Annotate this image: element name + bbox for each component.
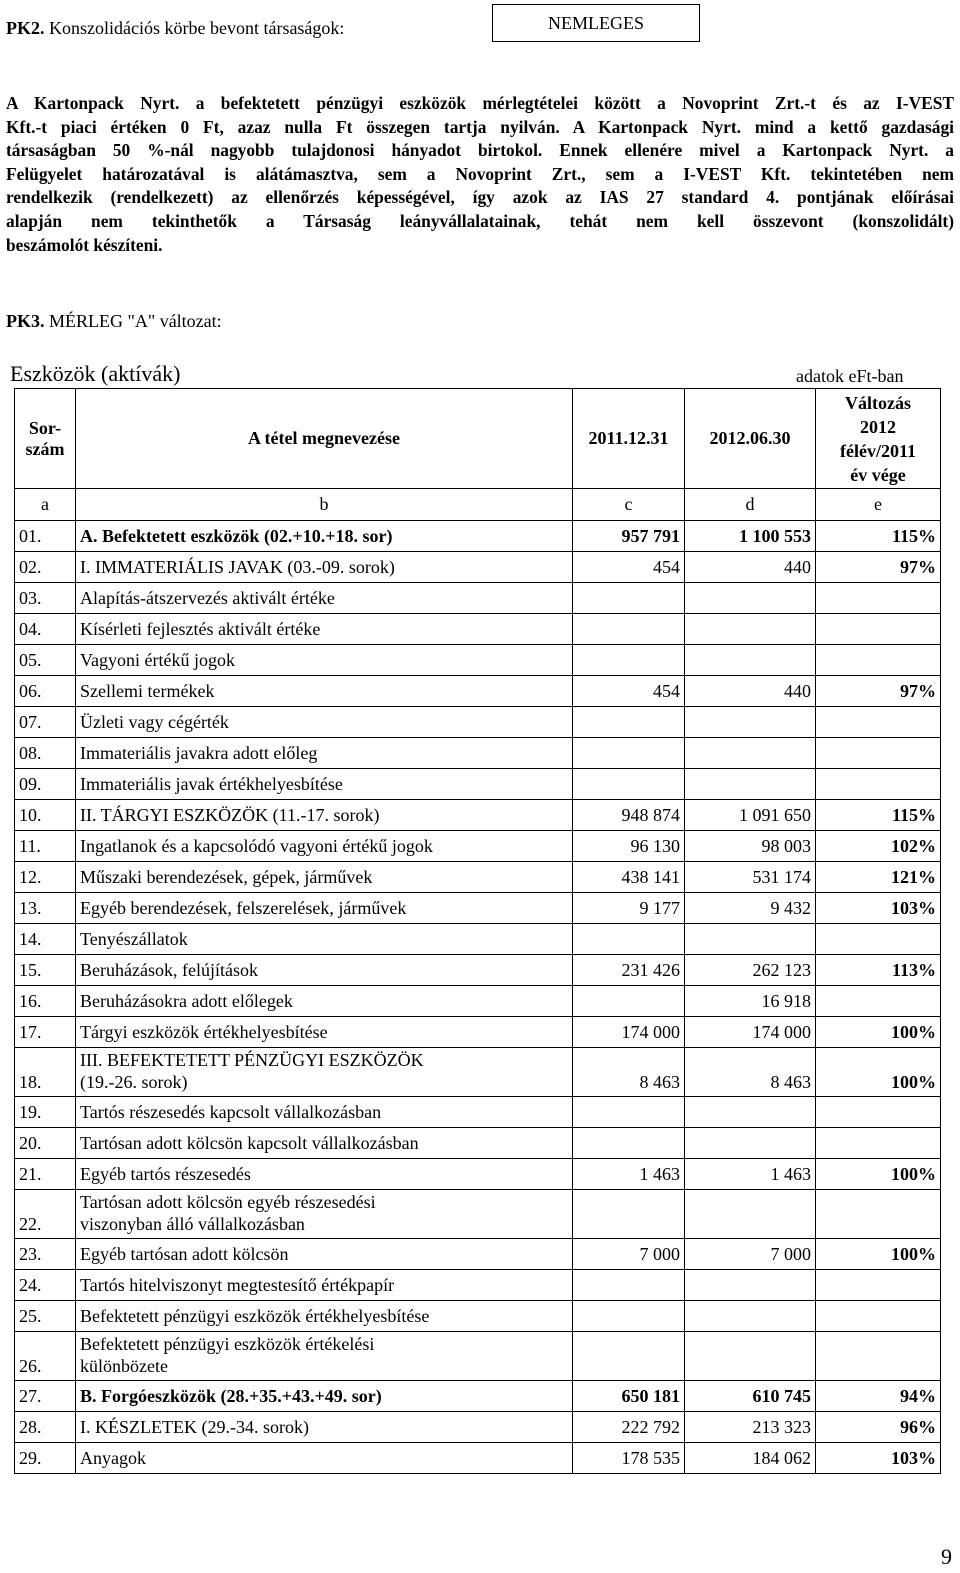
row-change-pct: 94%: [816, 1381, 941, 1412]
table-row: [15, 1128, 941, 1159]
header-pct-text: Változás 2012 félév/2011 év vége: [840, 392, 916, 485]
row-value-2012: [685, 645, 816, 676]
row-name: Egyéb tartósan adott kölcsön: [76, 1239, 573, 1270]
row-change-pct: 100%: [816, 1048, 941, 1097]
paragraph-line: alapján nem tekinthetők a Társaság leányvállalatainak, tehát nem kell összevont (konszolidált): [6, 210, 954, 231]
table-row: [15, 1443, 941, 1474]
row-change-pct: [816, 645, 941, 676]
table-row: [15, 1412, 941, 1443]
paragraph-line: Felügyelet határozatával is alátámasztva, sem a Novoprint Zrt., sem a I-VEST Kft. tekintetében nem: [6, 163, 954, 184]
row-value-2012: [685, 924, 816, 955]
header-v1: [573, 389, 685, 489]
balance-table: [14, 388, 941, 1474]
row-value-2011: [573, 1190, 685, 1239]
row-number: 13.: [15, 893, 76, 924]
row-value-2011: 231 426: [573, 955, 685, 986]
paragraph-line: társaságban 50 %-nál nagyobb tulajdonosi hányadot birtokol. Ennek ellenére mivel a Kartonpack Nyrt. a: [6, 140, 954, 161]
row-value-2012: [685, 1332, 816, 1381]
row-number: 05.: [15, 645, 76, 676]
row-change-pct: [816, 986, 941, 1017]
row-change-pct: 103%: [816, 1443, 941, 1474]
row-number: 02.: [15, 552, 76, 583]
row-value-2011: [573, 738, 685, 769]
row-value-2011: 96 130: [573, 831, 685, 862]
row-number: 10.: [15, 800, 76, 831]
table-row: [15, 769, 941, 800]
row-value-2012: 440: [685, 552, 816, 583]
row-value-2012: 98 003: [685, 831, 816, 862]
pk3-heading: [6, 311, 222, 332]
row-value-2012: 184 062: [685, 1443, 816, 1474]
row-value-2012: [685, 1097, 816, 1128]
header-sorszam: [15, 389, 76, 489]
row-name: I. IMMATERIÁLIS JAVAK (03.-09. sorok): [76, 552, 573, 583]
row-change-pct: [816, 707, 941, 738]
row-number: 16.: [15, 986, 76, 1017]
row-change-pct: 121%: [816, 862, 941, 893]
row-value-2011: 650 181: [573, 1381, 685, 1412]
row-value-2012: [685, 1128, 816, 1159]
nemleges-value: NEMLEGES: [548, 12, 644, 33]
row-value-2011: [573, 769, 685, 800]
pk2-title: Konszolidációs körbe bevont társaságok:: [44, 18, 345, 38]
row-change-pct: [816, 1128, 941, 1159]
row-name: Egyéb berendezések, felszerelések, járművek: [76, 893, 573, 924]
row-name: Befektetett pénzügyi eszközök értékelési különbözete: [76, 1332, 573, 1381]
row-name: Kísérleti fejlesztés aktivált értéke: [76, 614, 573, 645]
header-pct: [816, 389, 941, 489]
row-value-2012: 7 000: [685, 1239, 816, 1270]
row-name: Tartós részesedés kapcsolt vállalkozásban: [76, 1097, 573, 1128]
row-number: 07.: [15, 707, 76, 738]
row-number: 25.: [15, 1301, 76, 1332]
row-name: Üzleti vagy cégérték: [76, 707, 573, 738]
row-name: Egyéb tartós részesedés: [76, 1159, 573, 1190]
row-name: Tárgyi eszközök értékhelyesbítése: [76, 1017, 573, 1048]
letter-e: e: [816, 489, 941, 521]
row-name: I. KÉSZLETEK (29.-34. sorok): [76, 1412, 573, 1443]
letter-a: a: [15, 489, 76, 521]
row-value-2011: 957 791: [573, 521, 685, 552]
row-number: 22.: [15, 1190, 76, 1239]
row-name: Tartósan adott kölcsön egyéb részesedési viszonyban álló vállalkozásban: [76, 1190, 573, 1239]
row-number: 04.: [15, 614, 76, 645]
row-name: Tartós hitelviszonyt megtestesítő értékpapír: [76, 1270, 573, 1301]
row-change-pct: [816, 1270, 941, 1301]
paragraph-line: rendelkezik (rendelkezett) az ellenőrzés képességével, így azok az IAS 27 standard 4. pontjának előírásai: [6, 187, 954, 208]
row-value-2012: [685, 1190, 816, 1239]
row-change-pct: [816, 614, 941, 645]
row-value-2012: 531 174: [685, 862, 816, 893]
row-name: Ingatlanok és a kapcsolódó vagyoni értékű jogok: [76, 831, 573, 862]
row-number: 08.: [15, 738, 76, 769]
paragraph-line: A Kartonpack Nyrt. a befektetett pénzügyi eszközök mérlegtételei között a Novoprint Zrt.-t és az I-VEST: [6, 93, 954, 113]
row-number: 23.: [15, 1239, 76, 1270]
table-row: [15, 1159, 941, 1190]
row-name: Vagyoni értékű jogok: [76, 645, 573, 676]
row-number: 17.: [15, 1017, 76, 1048]
letter-c: c: [573, 489, 685, 521]
row-number: 15.: [15, 955, 76, 986]
row-value-2011: [573, 707, 685, 738]
unit-note: adatok eFt-ban: [796, 366, 904, 386]
row-value-2011: 9 177: [573, 893, 685, 924]
pk2-heading: [6, 18, 344, 39]
table-row: [15, 645, 941, 676]
table-row: [15, 800, 941, 831]
letter-d: d: [685, 489, 816, 521]
row-change-pct: 100%: [816, 1159, 941, 1190]
row-change-pct: [816, 738, 941, 769]
row-value-2012: [685, 707, 816, 738]
row-number: 14.: [15, 924, 76, 955]
row-number: 20.: [15, 1128, 76, 1159]
table-row: [15, 831, 941, 862]
row-value-2011: 438 141: [573, 862, 685, 893]
row-value-2012: 9 432: [685, 893, 816, 924]
row-value-2012: [685, 738, 816, 769]
row-change-pct: [816, 1332, 941, 1381]
table-row: [15, 552, 941, 583]
row-change-pct: [816, 1301, 941, 1332]
row-name: Műszaki berendezések, gépek, járművek: [76, 862, 573, 893]
row-change-pct: 102%: [816, 831, 941, 862]
row-value-2011: [573, 1128, 685, 1159]
row-name: Immateriális javak értékhelyesbítése: [76, 769, 573, 800]
row-number: 24.: [15, 1270, 76, 1301]
table-row: [15, 955, 941, 986]
row-change-pct: [816, 924, 941, 955]
row-number: 26.: [15, 1332, 76, 1381]
row-number: 06.: [15, 676, 76, 707]
row-name: B. Forgóeszközök (28.+35.+43.+49. sor): [76, 1381, 573, 1412]
pk3-code: PK3.: [6, 311, 45, 331]
row-change-pct: 113%: [816, 955, 941, 986]
row-name: A. Befektetett eszközök (02.+10.+18. sor): [76, 521, 573, 552]
row-number: 11.: [15, 831, 76, 862]
row-name: Anyagok: [76, 1443, 573, 1474]
row-number: 21.: [15, 1159, 76, 1190]
row-name: Alapítás-átszervezés aktivált értéke: [76, 583, 573, 614]
row-value-2011: 7 000: [573, 1239, 685, 1270]
row-name: Befektetett pénzügyi eszközök értékhelyesbítése: [76, 1301, 573, 1332]
table-row: [15, 1332, 941, 1381]
row-value-2012: [685, 614, 816, 645]
row-number: 29.: [15, 1443, 76, 1474]
table-row: [15, 1270, 941, 1301]
paragraph-line: beszámolót készíteni.: [6, 234, 163, 255]
row-value-2011: [573, 1332, 685, 1381]
row-name: Immateriális javakra adott előleg: [76, 738, 573, 769]
table-row: [15, 583, 941, 614]
row-value-2011: [573, 986, 685, 1017]
row-value-2011: [573, 583, 685, 614]
row-change-pct: 100%: [816, 1239, 941, 1270]
row-number: 18.: [15, 1048, 76, 1097]
row-name: Tenyészállatok: [76, 924, 573, 955]
table-row: [15, 1381, 941, 1412]
row-number: 01.: [15, 521, 76, 552]
table-row: [15, 924, 941, 955]
row-number: 27.: [15, 1381, 76, 1412]
row-name: III. BEFEKTETETT PÉNZÜGYI ESZKÖZÖK (19.-26. sorok): [76, 1048, 573, 1097]
row-value-2012: 174 000: [685, 1017, 816, 1048]
table-header-row: [15, 389, 941, 489]
letter-b: b: [76, 489, 573, 521]
row-change-pct: [816, 769, 941, 800]
row-value-2012: 262 123: [685, 955, 816, 986]
row-value-2011: 8 463: [573, 1048, 685, 1097]
table-row: [15, 707, 941, 738]
row-value-2011: [573, 1097, 685, 1128]
row-value-2012: 610 745: [685, 1381, 816, 1412]
header-v1-text: 2011.12.31: [588, 428, 669, 448]
header-name: [76, 389, 573, 489]
row-change-pct: 103%: [816, 893, 941, 924]
header-v2-text: 2012.06.30: [709, 428, 791, 448]
row-change-pct: 100%: [816, 1017, 941, 1048]
row-value-2012: 1 100 553: [685, 521, 816, 552]
row-value-2012: [685, 1270, 816, 1301]
row-change-pct: 115%: [816, 800, 941, 831]
row-value-2012: [685, 583, 816, 614]
row-number: 28.: [15, 1412, 76, 1443]
pk2-code: PK2.: [6, 18, 45, 38]
table-row: [15, 862, 941, 893]
column-letters-row: [15, 489, 941, 521]
row-value-2011: [573, 645, 685, 676]
row-value-2011: 222 792: [573, 1412, 685, 1443]
explanation-paragraph: [6, 92, 954, 257]
header-name-text: A tétel megnevezése: [248, 428, 400, 448]
row-value-2011: 178 535: [573, 1443, 685, 1474]
table-row: [15, 1301, 941, 1332]
row-change-pct: 97%: [816, 676, 941, 707]
row-name: Beruházásokra adott előlegek: [76, 986, 573, 1017]
header-sorszam-text: Sor- szám: [25, 417, 65, 459]
row-value-2011: 454: [573, 552, 685, 583]
table-row: [15, 986, 941, 1017]
table-row: [15, 1017, 941, 1048]
row-change-pct: 97%: [816, 552, 941, 583]
table-row: [15, 1097, 941, 1128]
row-name: Beruházások, felújítások: [76, 955, 573, 986]
row-change-pct: [816, 1097, 941, 1128]
row-value-2012: [685, 769, 816, 800]
row-value-2012: 8 463: [685, 1048, 816, 1097]
row-value-2012: 440: [685, 676, 816, 707]
row-change-pct: 96%: [816, 1412, 941, 1443]
row-value-2011: 1 463: [573, 1159, 685, 1190]
row-change-pct: [816, 1190, 941, 1239]
row-name: Szellemi termékek: [76, 676, 573, 707]
table-row: [15, 614, 941, 645]
row-value-2011: 454: [573, 676, 685, 707]
row-number: 12.: [15, 862, 76, 893]
nemleges-box: [492, 4, 700, 42]
pk3-title: MÉRLEG "A" változat:: [44, 311, 222, 331]
row-value-2011: [573, 924, 685, 955]
row-value-2012: 1 463: [685, 1159, 816, 1190]
row-change-pct: [816, 583, 941, 614]
table-row: [15, 1048, 941, 1097]
row-change-pct: 115%: [816, 521, 941, 552]
row-value-2012: 1 091 650: [685, 800, 816, 831]
row-number: 03.: [15, 583, 76, 614]
row-value-2012: 213 323: [685, 1412, 816, 1443]
table-row: [15, 676, 941, 707]
table-row: [15, 893, 941, 924]
row-value-2011: 174 000: [573, 1017, 685, 1048]
table-row: [15, 1239, 941, 1270]
row-value-2011: 948 874: [573, 800, 685, 831]
row-number: 19.: [15, 1097, 76, 1128]
paragraph-line: Kft.-t piaci értéken 0 Ft, azaz nulla Ft összegen tartja nyilván. A Kartonpack Nyrt. mind a kettő gazdasági: [6, 116, 954, 137]
row-number: 09.: [15, 769, 76, 800]
table-row: [15, 1190, 941, 1239]
page-number: 9: [941, 1544, 952, 1569]
row-value-2012: 16 918: [685, 986, 816, 1017]
section-title: Eszközök (aktívák): [10, 361, 181, 386]
table-row: [15, 521, 941, 552]
header-v2: [685, 389, 816, 489]
row-name: Tartósan adott kölcsön kapcsolt vállalkozásban: [76, 1128, 573, 1159]
table-row: [15, 738, 941, 769]
row-name: II. TÁRGYI ESZKÖZÖK (11.-17. sorok): [76, 800, 573, 831]
row-value-2012: [685, 1301, 816, 1332]
row-value-2011: [573, 1301, 685, 1332]
row-value-2011: [573, 614, 685, 645]
row-value-2011: [573, 1270, 685, 1301]
